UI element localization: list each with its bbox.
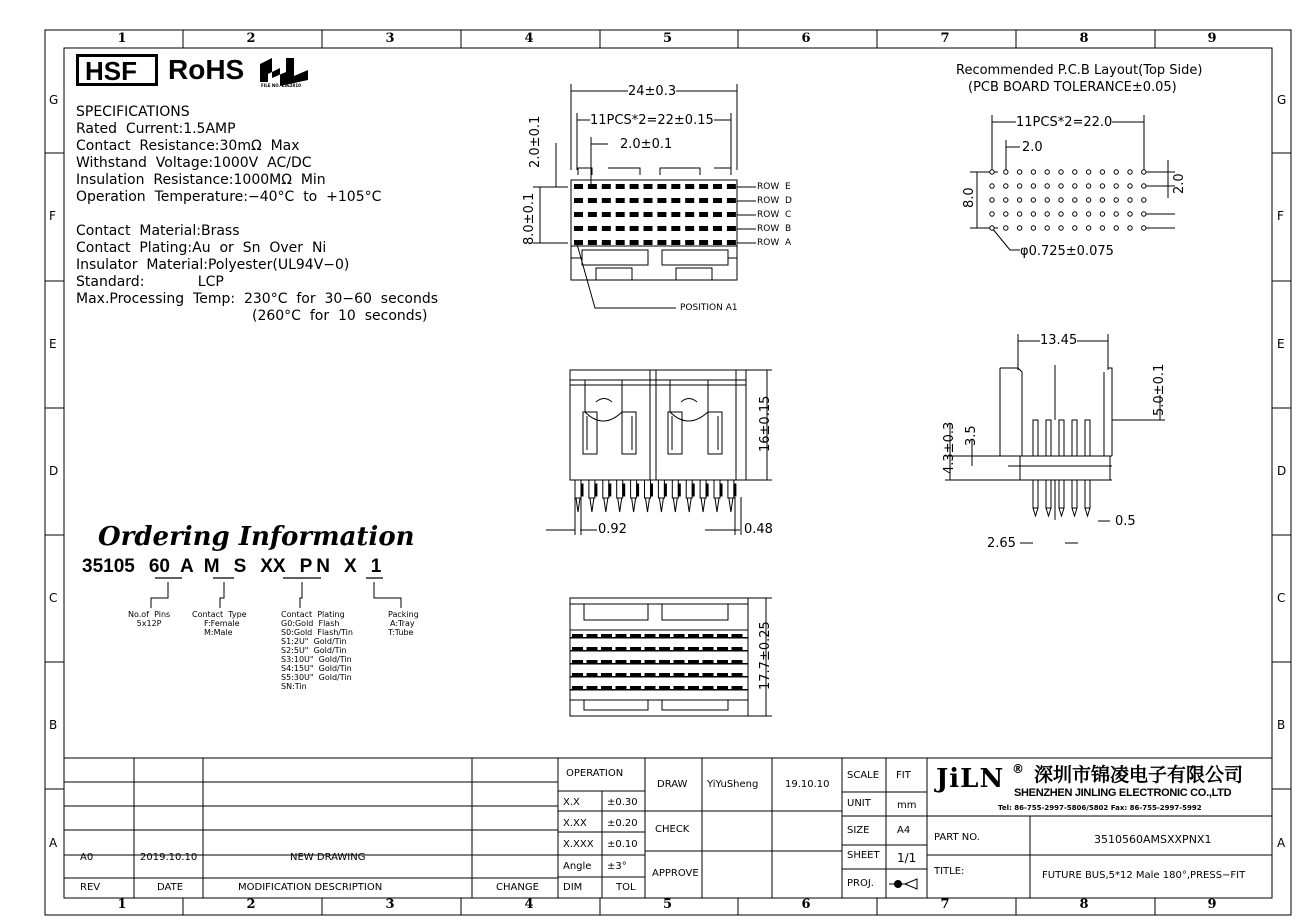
grid-row-left-F: F [49, 209, 56, 223]
row-label: ROW D [757, 196, 792, 206]
tol-operation: OPERATION [566, 768, 624, 779]
grid-row-left-D: D [49, 463, 59, 478]
grid-col-top-4: 4 [524, 31, 534, 46]
dim-pitch-total: 11PCS*2=22±0.15 [590, 113, 714, 128]
bottom-height: 17.7±0.25 [758, 621, 773, 690]
grid-col-bottom-4: 4 [524, 897, 534, 912]
dim-pitch: 2.0±0.1 [620, 137, 673, 152]
draw-date: 19.10.10 [785, 779, 830, 790]
sheet-label: SHEET [847, 850, 880, 861]
hdr-date: DATE [157, 882, 184, 893]
spec-line: Operation Temperature:−40°C to +105°C [76, 189, 382, 205]
tol-val-cell: ±3° [607, 861, 627, 872]
front-left-dim: 0.92 [598, 522, 627, 537]
company-en: SHENZHEN JINLING ELECTRONIC CO.,LTD [1014, 787, 1232, 799]
dim-height: 8.0±0.1 [522, 192, 537, 245]
code-part: S [233, 556, 247, 577]
side-offset: 2.65 [987, 536, 1016, 551]
check-label: CHECK [655, 824, 690, 835]
pcb-subtitle: (PCB BOARD TOLERANCE±0.05) [968, 80, 1177, 95]
grid-col-bottom-8: 8 [1079, 897, 1089, 912]
ul-logo-icon [256, 54, 312, 90]
side-width: 13.45 [1040, 333, 1078, 348]
company-logo: JiLN [936, 764, 1005, 794]
grid-col-top-9: 9 [1207, 31, 1217, 46]
grid-row-right-D: D [1277, 463, 1287, 478]
grid-row-right-B: B [1277, 717, 1286, 732]
material-line: (260°C for 10 seconds) [252, 308, 428, 324]
grid-col-bottom-5: 5 [663, 897, 673, 912]
ul-file-text: FILE NO. E362810 [261, 83, 301, 88]
pcb-row-pitch: 2.0 [1172, 173, 1187, 194]
code-part: 5 [124, 556, 135, 577]
position-a1-label: POSITION A1 [680, 303, 738, 313]
pcb-pitch-total: 11PCS*2=22.0 [1016, 115, 1113, 130]
side-h1: 4.3±0.3 [942, 421, 957, 474]
spec-line: Rated Current:1.5AMP [76, 121, 236, 137]
unit-value: mm [897, 800, 917, 811]
dim-width: 24±0.3 [628, 84, 677, 99]
ordering-label-line: T:Tube [388, 628, 414, 637]
part-no-value: 3510560AMSXXPNX1 [1094, 833, 1212, 846]
hsf-label: HSF [85, 56, 137, 86]
part-no-label: PART NO. [934, 832, 980, 843]
tol-tol: TOL [616, 882, 636, 893]
grid-col-top-8: 8 [1079, 31, 1089, 46]
ordering-label-line: Packing [388, 610, 419, 619]
front-height: 16±0.15 [758, 395, 773, 452]
tol-val-cell: ±0.20 [607, 818, 638, 829]
scale-label: SCALE [847, 770, 880, 781]
tol-val-cell: ±0.10 [607, 839, 638, 850]
material-line: Max.Processing Temp: 230°C for 30−60 seconds [76, 291, 439, 307]
code-part: 60 [148, 556, 170, 577]
ordering-code [82, 556, 381, 578]
code-part: 3510 [82, 556, 125, 577]
packing-label [388, 610, 419, 637]
size-label: SIZE [847, 825, 870, 836]
material-line: Contact Plating:Au or Sn Over Ni [76, 240, 327, 256]
pcb-title: Recommended P.C.B Layout(Top Side) [956, 63, 1203, 78]
row-label: ROW A [757, 238, 792, 248]
spec-title: SPECIFICATIONS [76, 104, 190, 120]
tol-dim-cell: X.X [563, 797, 580, 808]
contact-type-label [192, 610, 247, 637]
ordering-label-line: S4:15U" Gold/Tin [281, 664, 352, 673]
grid-col-bottom-1: 1 [117, 897, 127, 912]
pins-label [128, 610, 170, 628]
code-part: 1 [370, 556, 382, 577]
plating-label [281, 610, 353, 691]
ordering-label-line: S1:2U" Gold/Tin [281, 637, 347, 646]
spec-line: Insulation Resistance:1000MΩ Min [76, 172, 326, 188]
company-tel: Tel: 86-755-2997-5806/5802 Fax: 86-755-2997-5992 [998, 804, 1202, 812]
grid-col-bottom-6: 6 [801, 897, 811, 912]
ordering-label-line: S0:Gold Flash/Tin [281, 628, 353, 637]
ordering-label-line: S5:30U" Gold/Tin [281, 673, 352, 682]
dim-row-pitch: 2.0±0.1 [528, 115, 543, 168]
unit-label: UNIT [847, 798, 871, 809]
material-line: Insulator Material:Polyester(UL94V−0) [76, 257, 350, 273]
ordering-title: Ordering Information [98, 522, 415, 552]
drawer-name: YiYuSheng [707, 779, 759, 790]
tol-dim-cell: Angle [563, 861, 592, 872]
grid-row-left-E: E [49, 336, 57, 351]
grid-col-bottom-3: 3 [385, 897, 395, 912]
title-value: FUTURE BUS,5*12 Male 180°,PRESS−FIT [1042, 870, 1246, 881]
hsf-badge [76, 54, 158, 86]
specifications-block [76, 104, 438, 325]
ordering-label-line: 5x12P [136, 619, 162, 628]
sheet-value: 1/1 [897, 851, 917, 865]
ordering-label-line: SN:Tin [281, 682, 307, 691]
grid-row-left-A: A [49, 835, 58, 850]
ordering-label-line: G0:Gold Flash [281, 619, 340, 628]
spec-line: Withstand Voltage:1000V AC/DC [76, 155, 312, 171]
code-part: XX [260, 556, 286, 577]
grid-row-right-E: E [1277, 336, 1285, 351]
grid-col-bottom-2: 2 [246, 897, 256, 912]
row-label: ROW B [757, 224, 792, 234]
ordering-label-line: F:Female [204, 619, 240, 628]
material-line: Contact Material:Brass [76, 223, 240, 239]
grid-row-right-G: G [1277, 92, 1287, 107]
ordering-label-line: S2:5U" Gold/Tin [281, 646, 347, 655]
rev-cell: A0 [80, 852, 94, 863]
pcb-hole: φ0.725±0.075 [1020, 244, 1114, 259]
hdr-change: CHANGE [496, 882, 539, 893]
grid-col-top-2: 2 [246, 31, 256, 46]
grid-row-right-F: F [1277, 209, 1284, 223]
grid-row-left-B: B [49, 717, 58, 732]
material-line: Standard: LCP [76, 274, 224, 290]
code-part: M [203, 556, 220, 577]
company-cn: 深圳市锦凌电子有限公司 [1034, 764, 1244, 786]
grid-col-top-6: 6 [801, 31, 811, 46]
grid-row-left-C: C [49, 590, 58, 605]
side-tail: 5.0±0.1 [1152, 363, 1167, 416]
code-part: P [299, 556, 313, 577]
code-part: A [180, 556, 194, 577]
ordering-label-line: No.of Pins [128, 610, 171, 619]
grid-col-top-5: 5 [663, 31, 673, 46]
desc-cell: NEW DRAWING [290, 852, 366, 863]
ordering-label-line: M:Male [204, 628, 233, 637]
approve-label: APPROVE [652, 868, 699, 879]
scale-value: FIT [896, 770, 911, 781]
side-pin: 0.5 [1115, 514, 1136, 529]
tol-dim: DIM [563, 882, 583, 893]
size-value: A4 [897, 825, 911, 836]
ordering-label-line: Contact Plating [281, 610, 345, 619]
ordering-label-line: S3:10U" Gold/Tin [281, 655, 352, 664]
grid-col-bottom-9: 9 [1207, 897, 1217, 912]
ordering-label-line: A:Tray [390, 619, 415, 628]
ordering-label-line: Contact Type [192, 610, 247, 619]
pcb-pitch: 2.0 [1022, 140, 1043, 155]
grid-row-right-C: C [1277, 590, 1286, 605]
grid-row-right-A: A [1277, 835, 1286, 850]
code-part: X [344, 556, 357, 577]
draw-label: DRAW [657, 779, 688, 790]
tol-val-cell: ±0.30 [607, 797, 638, 808]
pcb-height: 8.0 [962, 187, 977, 208]
tol-dim-cell: X.XX [563, 818, 587, 829]
front-right-dim: 0.48 [744, 522, 773, 537]
row-label: ROW E [757, 182, 791, 192]
code-part: N [316, 556, 331, 577]
proj-label: PROJ. [847, 878, 874, 889]
grid-col-top-3: 3 [385, 31, 395, 46]
hdr-desc: MODIFICATION DESCRIPTION [238, 882, 383, 893]
hdr-rev: REV [80, 882, 101, 893]
spec-line: Contact Resistance:30mΩ Max [76, 138, 300, 154]
grid-col-bottom-7: 7 [940, 897, 950, 912]
grid-col-top-7: 7 [940, 31, 950, 46]
title-label: TITLE: [934, 866, 965, 877]
date-cell: 2019.10.10 [140, 852, 198, 863]
side-h2: 3.5 [964, 425, 979, 446]
tol-dim-cell: X.XXX [563, 839, 594, 850]
row-label: ROW C [757, 210, 792, 220]
grid-row-left-G: G [49, 92, 59, 107]
rohs-label: RoHS [168, 54, 245, 85]
registered-icon: ® [1012, 762, 1024, 776]
grid-col-top-1: 1 [117, 31, 127, 46]
